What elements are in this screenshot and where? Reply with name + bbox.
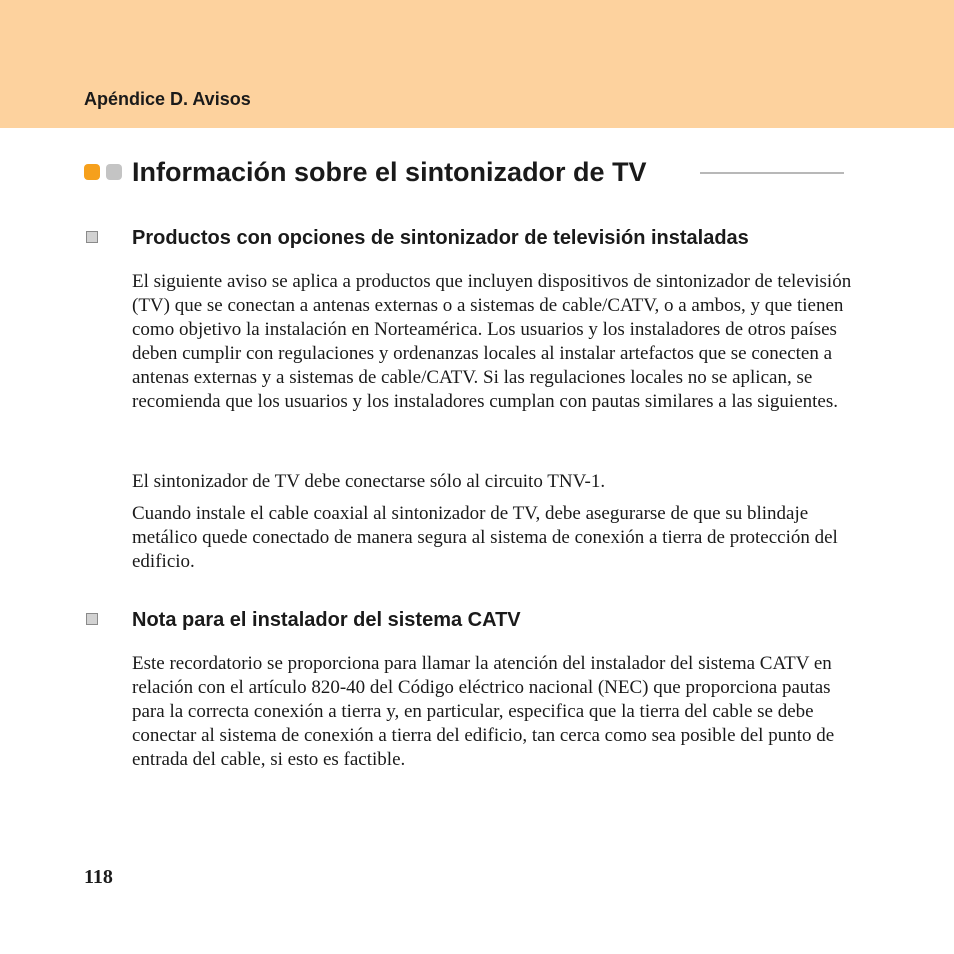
paragraph: El siguiente aviso se aplica a productos que incluyen dispositivos de sintonizador de televisión (TV) que se conectan a antenas externas o a sistemas de cable/CATV, o a ambos, y que tienen como objetivo la instalación en Norteamérica. Los usuarios y los instaladores de otros países deben cumplir con regulaciones y ordenanzas locales al instalar artefactos que se conecten a antenas externas y a sistemas de cable/CATV. Si las regulaciones locales no se aplican, se recomienda que los usuarios y los instaladores cumplan con pautas similares a las siguientes. [132,271,852,412]
title-rule [700,172,844,174]
paragraph: Cuando instale el cable coaxial al sintonizador de TV, debe asegurarse de que su blindaje metálico quede conectado de manera segura al sistema de conexión a tierra de protección del edificio. [132,503,838,572]
square-bullet-icon [86,613,98,625]
square-bullet-icon [86,231,98,243]
section-title: Nota para el instalador del sistema CATV [132,609,521,631]
page-title: Información sobre el sintonizador de TV [132,157,647,187]
orange-dot-icon [84,164,100,180]
paragraph: El sintonizador de TV debe conectarse sólo al circuito TNV-1. [132,471,606,492]
gray-dot-icon [106,164,122,180]
chapter-title: Apéndice D. Avisos [84,89,251,109]
section-title: Productos con opciones de sintonizador de televisión instaladas [132,227,749,249]
page-number: 118 [84,866,113,888]
paragraph: Este recordatorio se proporciona para llamar la atención del instalador del sistema CATV en relación con el artículo 820-40 del Código eléctrico nacional (NEC) que proporciona pautas para la correcta conexión a tierra y, en particular, especifica que la tierra del cable se debe conectar al sistema de conexión a tierra del edificio, tan cerca como sea posible del punto de entrada del cable, si esto es factible. [132,653,835,770]
title-row [84,154,844,194]
